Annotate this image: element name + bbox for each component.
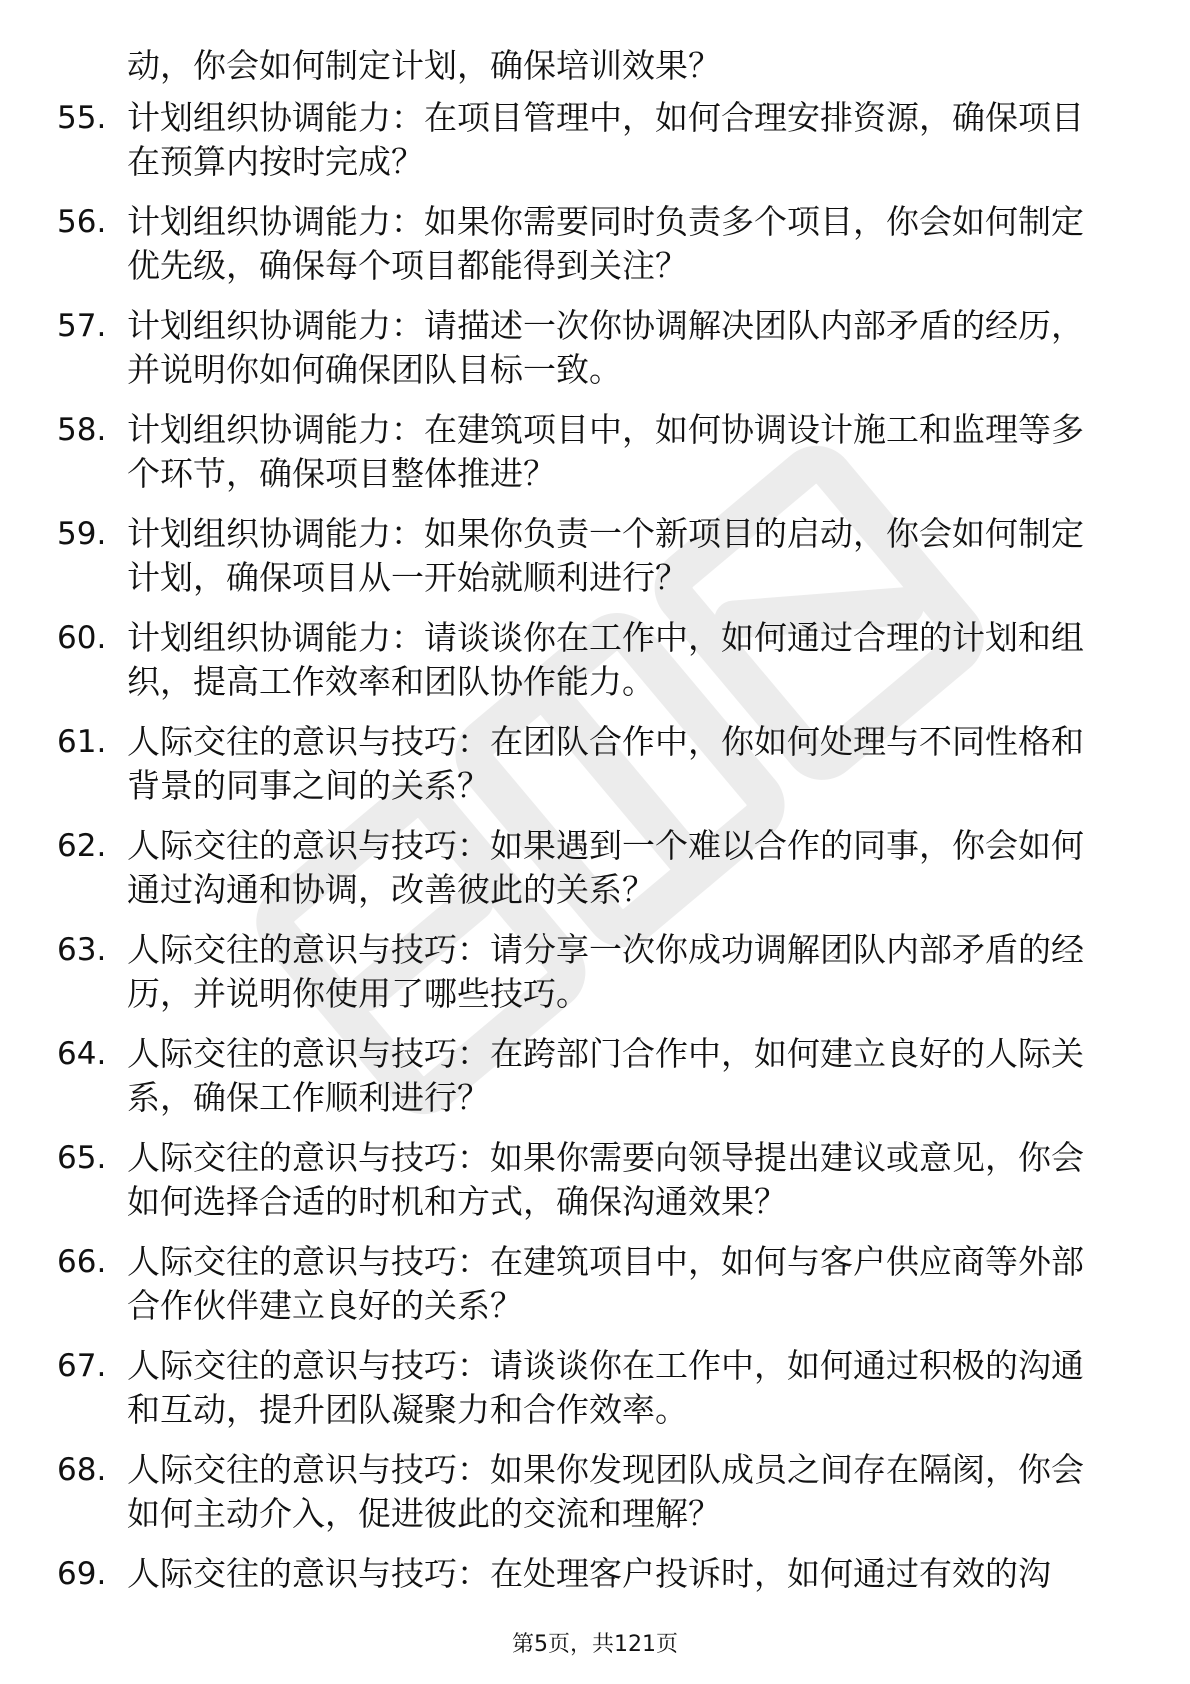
question-number: 56. [57, 204, 107, 240]
question-content [0, 44, 1190, 1656]
question-number: 57. [57, 308, 107, 344]
question-number: 64. [57, 1036, 107, 1072]
question-item [0, 1240, 1190, 1336]
question-number: 55. [57, 100, 107, 136]
question-number: 69. [57, 1556, 107, 1592]
question-number: 59. [57, 516, 107, 552]
question-text: 人际交往的意识与技巧：请谈谈你在工作中，如何通过积极的沟通和互动，提升团队凝聚力和合作效率。 [127, 1346, 1084, 1429]
question-item [0, 616, 1190, 712]
question-number: 65. [57, 1140, 107, 1176]
question-item [0, 720, 1190, 816]
question-text: 计划组织协调能力：在建筑项目中，如何协调设计施工和监理等多个环节，确保项目整体推进？ [127, 410, 1084, 493]
question-number: 58. [57, 412, 107, 448]
question-text: 人际交往的意识与技巧：请分享一次你成功调解团队内部矛盾的经历，并说明你使用了哪些技巧。 [127, 930, 1084, 1013]
question-item [0, 304, 1190, 400]
question-text: 人际交往的意识与技巧：在建筑项目中，如何与客户供应商等外部合作伙伴建立良好的关系？ [127, 1242, 1084, 1325]
question-text: 人际交往的意识与技巧：在团队合作中，你如何处理与不同性格和背景的同事之间的关系？ [127, 722, 1084, 805]
question-number: 60. [57, 620, 107, 656]
question-item [0, 96, 1190, 192]
question-number: 68. [57, 1452, 107, 1488]
question-item [0, 512, 1190, 608]
question-text: 人际交往的意识与技巧：在处理客户投诉时，如何通过有效的沟 [127, 1554, 1051, 1593]
question-text: 计划组织协调能力：在项目管理中，如何合理安排资源，确保项目在预算内按时完成？ [127, 98, 1084, 181]
question-text: 计划组织协调能力：请描述一次你协调解决团队内部矛盾的经历，并说明你如何确保团队目标一致。 [127, 306, 1084, 389]
question-item [0, 1136, 1190, 1232]
question-number: 61. [57, 724, 107, 760]
question-item [0, 928, 1190, 1024]
question-text: 计划组织协调能力：请谈谈你在工作中，如何通过合理的计划和组织，提高工作效率和团队协作能力。 [127, 618, 1084, 701]
question-number: 67. [57, 1348, 107, 1384]
question-number: 62. [57, 828, 107, 864]
question-text: 人际交往的意识与技巧：如果你需要向领导提出建议或意见，你会如何选择合适的时机和方式，确保沟通效果？ [127, 1138, 1084, 1221]
question-text: 人际交往的意识与技巧：在跨部门合作中，如何建立良好的人际关系，确保工作顺利进行？ [127, 1034, 1084, 1117]
question-list [0, 96, 1190, 1648]
question-text: 人际交往的意识与技巧：如果你发现团队成员之间存在隔阂，你会如何主动介入，促进彼此的交流和理解？ [127, 1450, 1084, 1533]
question-text: 计划组织协调能力：如果你需要同时负责多个项目，你会如何制定优先级，确保每个项目都能得到关注？ [127, 202, 1084, 285]
question-item [0, 1032, 1190, 1128]
question-item [0, 408, 1190, 504]
question-item [0, 824, 1190, 920]
question-item [0, 1448, 1190, 1544]
question-number: 66. [57, 1244, 107, 1280]
question-number: 63. [57, 932, 107, 968]
question-text: 计划组织协调能力：如果你负责一个新项目的启动，你会如何制定计划，确保项目从一开始就顺利进行？ [127, 514, 1084, 597]
question-item [0, 1344, 1190, 1440]
continuation-line: 动，你会如何制定计划，确保培训效果？ [127, 46, 721, 85]
page-footer: 第5页，共121页 [512, 1632, 678, 1657]
question-text: 人际交往的意识与技巧：如果遇到一个难以合作的同事，你会如何通过沟通和协调，改善彼此的关系？ [127, 826, 1084, 909]
question-item [0, 200, 1190, 296]
